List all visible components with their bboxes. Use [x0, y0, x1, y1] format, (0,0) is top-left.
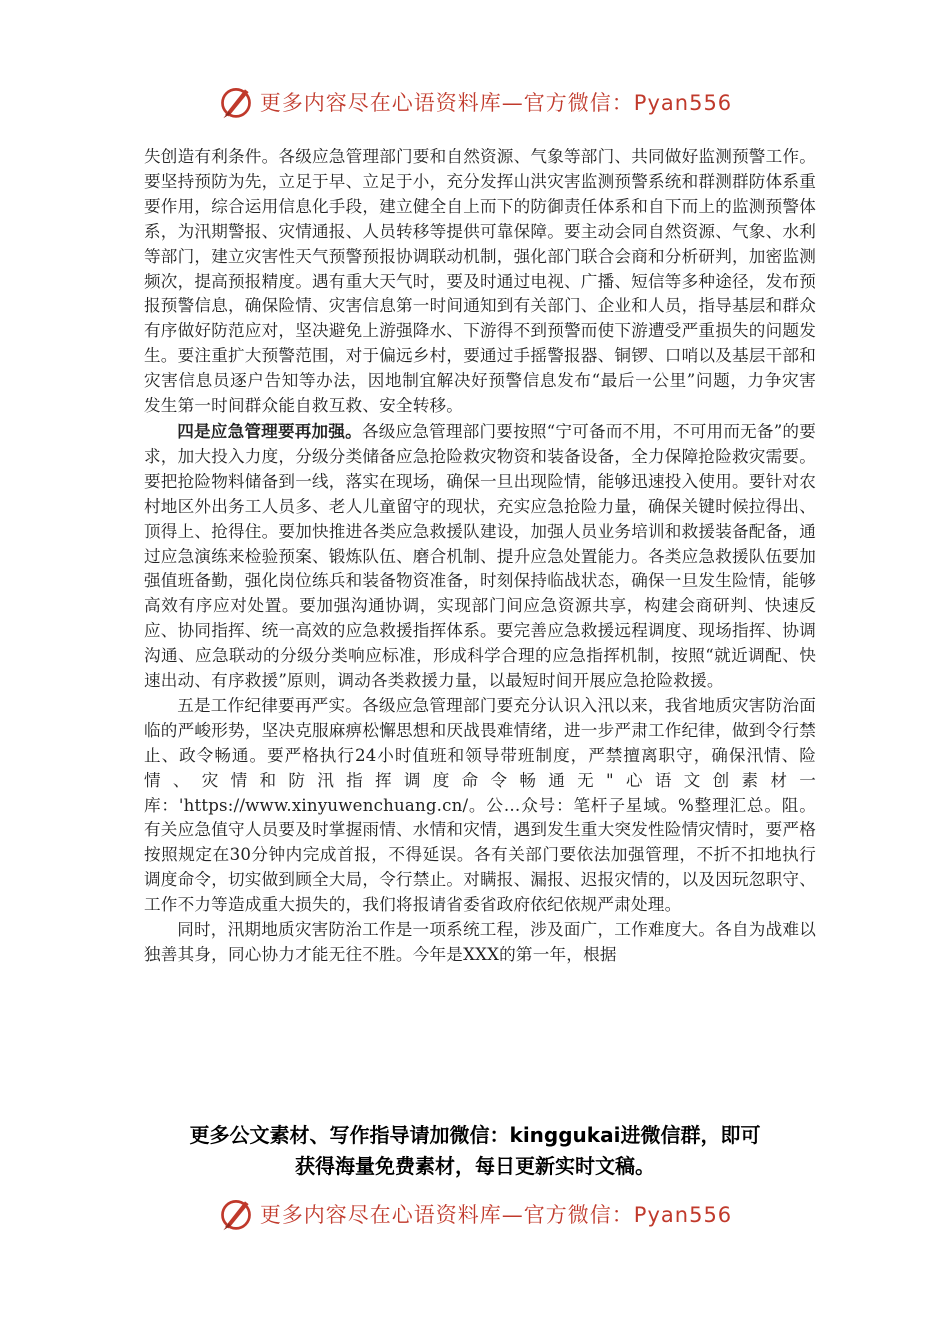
footer-banner-text: 更多内容尽在心语资料库—官方微信：Pyan556	[259, 1203, 733, 1227]
paragraph-3	[144, 694, 816, 918]
paragraph-2-lead: 四是应急管理要再加强。	[177, 420, 362, 441]
paragraph-2	[144, 419, 816, 694]
document-body	[144, 145, 816, 968]
paragraph-1	[144, 145, 816, 419]
paragraph-2-text: 各级应急管理部门要按照“宁可备而不用，不可用而无备”的要求，加大投入力度，分级分类储备应急抢险救灾物资和装备设备，全力保障抢险救灾需要。要把抢险物料储备到一线，落实在现场，确保一旦出现险情，能够迅速投入使用。要针对农村地区外出务工人员多、老人儿童留守的现状，充实应急抢险力量，确保关键时候拉得出、顶得上、抢得住。要加快推进各类应急救援队建设，加强人员业务培训和救援装备配备，通过应急演练来检验预案、锻炼队伍、磨合机制、提升应急处置能力。各类应急救援队伍要加强值班备勤，强化岗位练兵和装备物资准备，时刻保持临战状态，确保一旦发生险情，能够高效有序应对处置。要加强沟通协调，实现部门间应急资源共享，构建会商研判、快速反应、协同指挥、统一高效的应急救援指挥体系。要完善应急救援远程调度、现场指挥、协调沟通、应急联动的分级分类响应标准，形成科学合理的应急指挥机制，按照“就近调配、快速出动、有序救援”原则，调动各类救援力量，以最短时间开展应急抢险救援。	[144, 421, 816, 691]
paragraph-1-text: 失创造有利条件。各级应急管理部门要和自然资源、气象等部门、共同做好监测预警工作。要坚持预防为先，立足于早、立足于小，充分发挥山洪灾害监测预警系统和群测群防体系重要作用，综合运用信息化手段，建立健全自上而下的防御责任体系和自下而上的监测预警体系，为汛期警报、灾情通报、人员转移等提供可靠保障。要主动会同自然资源、气象、水利等部门，建立灾害性天气预警预报协调联动机制，强化部门联合会商和分析研判，加密监测频次，提高预报精度。遇有重大天气时，要及时通过电视、广播、短信等多种途径，发布预报预警信息，确保险情、灾害信息第一时间通知到有关部门、企业和人员，指导基层和群众有序做好防范应对，坚决避免上游强降水、下游得不到预警而使下游遭受严重损失的问题发生。要注重扩大预警范围，对于偏远乡村，要通过手摇警报器、铜锣、口哨以及基层干部和灾害信息员逐户告知等办法，因地制宜解决好预警信息发布“最后一公里”问题，力争灾害发生第一时间群众能自救互救、安全转移。	[144, 147, 816, 416]
paragraph-4-text: 同时，汛期地质灾害防治工作是一项系统工程，涉及面广，工作难度大。各自为战难以独善其身，同心协力才能无往不胜。今年是XXX的第一年，根据	[144, 920, 816, 964]
header-banner-content	[218, 84, 732, 120]
footer-promo-line-1: 更多公文素材、写作指导请加微信：kinggukai进微信群，即可	[189, 1123, 761, 1147]
footer-promo-note	[100, 1120, 850, 1182]
footer-promo-line-2: 获得海量免费素材，每日更新实时文稿。	[295, 1154, 655, 1178]
header-banner	[0, 80, 950, 124]
header-banner-text: 更多内容尽在心语资料库—官方微信：Pyan556	[259, 91, 733, 115]
quill-pen-logo-icon	[218, 84, 254, 120]
quill-pen-logo-icon	[218, 1196, 254, 1232]
paragraph-4	[144, 918, 816, 968]
footer-banner-content	[218, 1196, 732, 1232]
paragraph-3-text: 五是工作纪律要再严实。各级应急管理部门要充分认识入汛以来，我省地质灾害防治面临的严峻形势，坚决克服麻痹松懈思想和厌战畏难情绪，进一步严肃工作纪律，做到令行禁止、政令畅通。要严格执行24小时值班和领导带班制度，严禁擅离职守，确保汛情、险情、灾情和防汛指挥调度命令畅通无"心语文创素材一库：'https://www.xinyuwenchuang.cn/。公…众号：笔杆子星域。%整理汇总。阻。有关应急值守人员要及时掌握雨情、水情和灾情，遇到发生重大突发性险情灾情时，要严格按照规定在30分钟内完成首报，不得延误。各有关部门要依法加强管理，不折不扣地执行调度命令，切实做到顾全大局，令行禁止。对瞒报、漏报、迟报灾情的，以及因玩忽职守、工作不力等造成重大损失的，我们将报请省委省政府依纪依规严肃处理。	[144, 695, 816, 915]
footer-banner	[0, 1192, 950, 1236]
